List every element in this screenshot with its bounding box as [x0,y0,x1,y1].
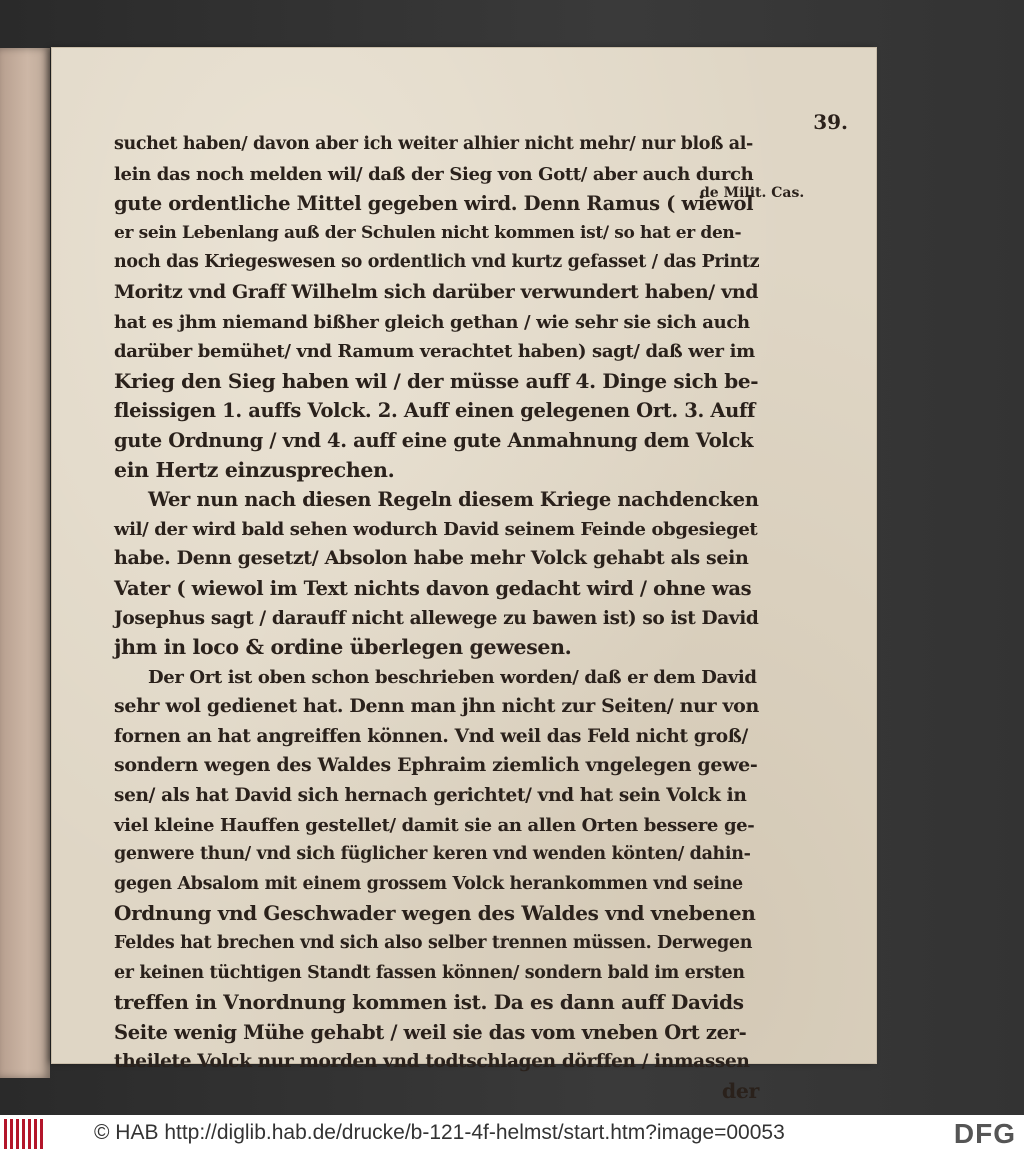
text-line: viel kleine Hauffen gestellet/ damit sie an allen Orten bessere ge- [114,814,755,836]
text-line: theilete Volck nur morden vnd todtschlagen dörffen / inmassen [114,1051,750,1073]
text-line: sondern wegen des Waldes Ephraim ziemlich vngelegen gewe- [114,754,758,777]
text-line: genwere thun/ vnd sich füglicher keren vnd wenden könten/ dahin- [114,844,751,865]
text-line: hat es jhm niemand bißher gleich gethan / wie sehr sie sich auch [114,311,750,333]
text-line: gute ordentliche Mittel gegeben wird. Denn Ramus ( wiewol [114,192,754,216]
text-line: Wer nun nach diesen Regeln diesem Kriege nachdencken [148,488,759,512]
book-page [52,48,876,1103]
text-line: sehr wol gedienet hat. Denn man jhn nicht zur Seiten/ nur von [114,695,759,718]
text-line: gegen Absalom mit einem grossem Volck herankommen vnd seine [114,873,743,894]
body-text [114,130,759,1107]
text-line: treffen in Vnordnung kommen ist. Da es dann auff Davids [114,990,744,1015]
copyright-link[interactable]: © HAB http://diglib.hab.de/drucke/b-121-4f-helmst/start.htm?image=00053 [94,1121,785,1144]
text-line: gute Ordnung / vnd 4. auff eine gute Anmahnung dem Volck [114,428,754,452]
page-number: 39. [813,110,848,134]
text-line: er sein Lebenlang auß der Schulen nicht kommen ist/ so hat er den- [114,222,742,243]
text-line: noch das Kriegeswesen so ordentlich vnd kurtz gefasset / das Printz [114,252,760,273]
text-line: jhm in loco & ordine überlegen gewesen. [114,635,572,660]
text-line: Ordnung vnd Geschwader wegen des Waldes vnd vnebenen [114,901,756,926]
text-line: fornen an hat angreiffen können. Vnd weil das Feld nicht groß/ [114,725,748,747]
text-line: Josephus sagt / darauff nicht allewege zu bawen ist) so ist David [114,607,759,629]
text-line: habe. Denn gesetzt/ Absolon habe mehr Volck gehabt als sein [114,547,749,570]
text-line: suchet haben/ davon aber ich weiter alhier nicht mehr/ nur bloß al- [114,134,753,154]
text-line: Krieg den Sieg haben wil / der müsse auff 4. Dinge sich be- [114,368,759,393]
text-line: Vater ( wiewol im Text nichts davon gedacht wird / ohne was [114,576,752,600]
text-line: lein das noch melden wil/ daß der Sieg von Gott/ aber auch durch [114,163,754,185]
text-line: Seite wenig Mühe gehabt / weil sie das vom vneben Ort zer- [114,1020,747,1044]
text-line: er keinen tüchtigen Standt fassen können/ sondern bald im ersten [114,962,745,983]
text-line: fleissigen 1. auffs Volck. 2. Auff einen gelegenen Ort. 3. Auff [114,399,756,423]
text-line: darüber bemühet/ vnd Ramum verachtet haben) sagt/ daß wer im [114,341,755,363]
text-line: der [721,1079,759,1103]
hab-logo-icon [4,1119,46,1149]
text-line: Moritz vnd Graff Wilhelm sich darüber verwundert haben/ vnd [114,280,759,303]
previous-page-edge [0,48,50,1078]
dfg-logo: DFG [953,1118,1016,1149]
text-line: wil/ der wird bald sehen wodurch David seinem Feinde obgesieget [114,518,758,540]
margin-note: de Milit. Cas. [700,185,805,201]
footer-bar [0,1115,1024,1153]
text-line: Der Ort ist oben schon beschrieben worden/ daß er dem David [148,666,757,688]
text-line: ein Hertz einzusprechen. [114,457,395,482]
text-line: Feldes hat brechen vnd sich also selber trennen müssen. Derwegen [114,933,753,954]
text-line: sen/ als hat David sich hernach gerichtet/ vnd hat sein Volck in [114,785,747,807]
